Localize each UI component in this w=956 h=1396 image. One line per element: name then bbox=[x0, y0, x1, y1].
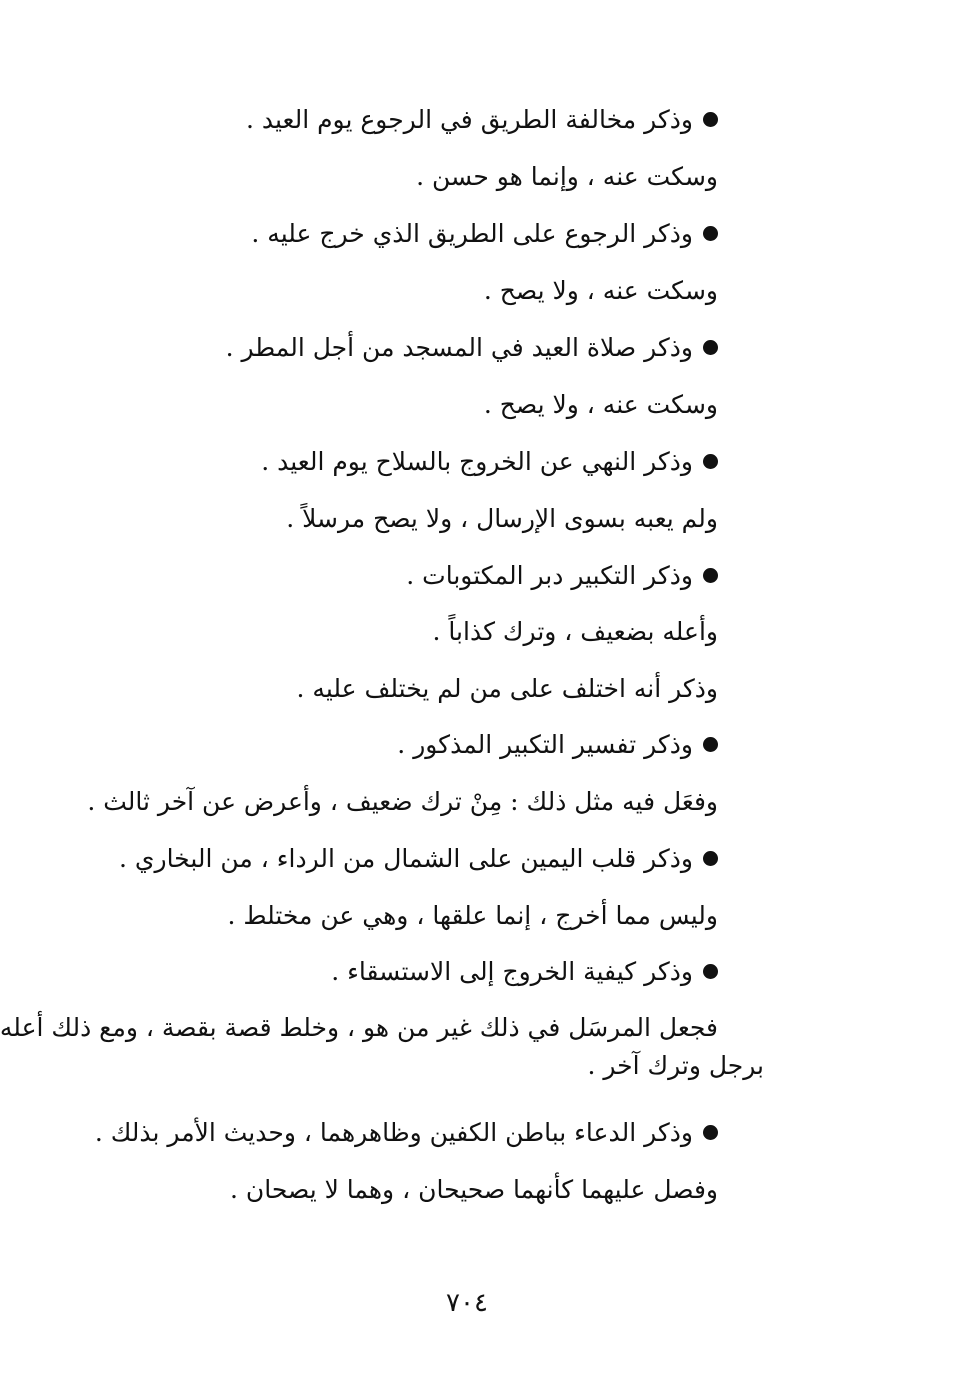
paragraph-line-1: فجعل المرسَل في ذلك غير من هو ، وخلط قصة بقصة ، ومع ذلك أعله bbox=[0, 1013, 718, 1042]
line-text: وأعله بضعيف ، وترك كذاباً . bbox=[432, 617, 718, 646]
text-line bbox=[397, 725, 718, 765]
line-text: وذكر النهي عن الخروج بالسلاح يوم العيد . bbox=[261, 447, 693, 476]
text-line bbox=[119, 839, 718, 879]
bullet-icon bbox=[703, 112, 718, 127]
line-text: وفعَل فيه مثل ذلك : مِنْ ترك ضعيف ، وأعرض عن آخر ثالث . bbox=[87, 787, 718, 816]
line-text: ولم يعبه بسوى الإرسال ، ولا يصح مرسلاً . bbox=[286, 504, 718, 533]
bullet-icon bbox=[703, 737, 718, 752]
text-line bbox=[251, 214, 718, 254]
line-text: وسكت عنه ، ولا يصح . bbox=[483, 276, 718, 305]
text-line bbox=[226, 328, 718, 368]
text-line bbox=[87, 782, 718, 822]
line-text: وسكت عنه ، وإنما هو حسن . bbox=[416, 162, 718, 191]
line-text: وذكر التكبير دبر المكتوبات . bbox=[406, 561, 693, 590]
bullet-icon bbox=[703, 964, 718, 979]
text-line bbox=[95, 1113, 718, 1153]
bullet-icon bbox=[703, 226, 718, 241]
bullet-icon bbox=[703, 340, 718, 355]
text-line bbox=[230, 1170, 718, 1210]
text-line bbox=[286, 499, 718, 539]
bullet-icon bbox=[703, 851, 718, 866]
bullet-icon bbox=[703, 1125, 718, 1140]
text-line bbox=[297, 669, 718, 709]
line-text: وذكر مخالفة الطريق في الرجوع يوم العيد . bbox=[245, 105, 693, 134]
line-text: وسكت عنه ، ولا يصح . bbox=[483, 390, 718, 419]
bullet-icon bbox=[703, 568, 718, 583]
line-text: وفصل عليهما كأنهما صحيحان ، وهما لا يصحان . bbox=[230, 1175, 718, 1204]
line-text: وذكر قلب اليمين على الشمال من الرداء ، من البخاري . bbox=[119, 844, 693, 873]
page-number-text: ٧٠٤ bbox=[446, 1288, 488, 1318]
text-line bbox=[416, 157, 718, 197]
text-line bbox=[331, 952, 718, 992]
line-text: وذكر الرجوع على الطريق الذي خرج عليه . bbox=[251, 219, 693, 248]
text-line bbox=[227, 896, 718, 936]
line-text: وذكر صلاة العيد في المسجد من أجل المطر . bbox=[225, 333, 693, 362]
line-text: وذكر الدعاء بباطن الكفين وظاهرهما ، وحديث الأمر بذلك . bbox=[94, 1118, 693, 1147]
line-text: وذكر أنه اختلف على من لم يختلف عليه . bbox=[296, 674, 718, 703]
text-line bbox=[484, 385, 718, 425]
text-line bbox=[484, 271, 718, 311]
text-line bbox=[261, 442, 718, 482]
line-text: وذكر كيفية الخروج إلى الاستسقاء . bbox=[331, 957, 693, 986]
line-text: وليس مما أخرج ، إنما علقها ، وهي عن مختلط . bbox=[227, 901, 718, 930]
paragraph-line-2: برجل وترك آخر . bbox=[587, 1051, 764, 1080]
text-line bbox=[246, 100, 718, 140]
bullet-icon bbox=[703, 454, 718, 469]
page-number bbox=[0, 1283, 956, 1323]
text-line bbox=[433, 612, 718, 652]
text-line bbox=[406, 556, 718, 596]
line-text: وذكر تفسير التكبير المذكور . bbox=[397, 730, 693, 759]
paragraph bbox=[0, 1002, 764, 1092]
